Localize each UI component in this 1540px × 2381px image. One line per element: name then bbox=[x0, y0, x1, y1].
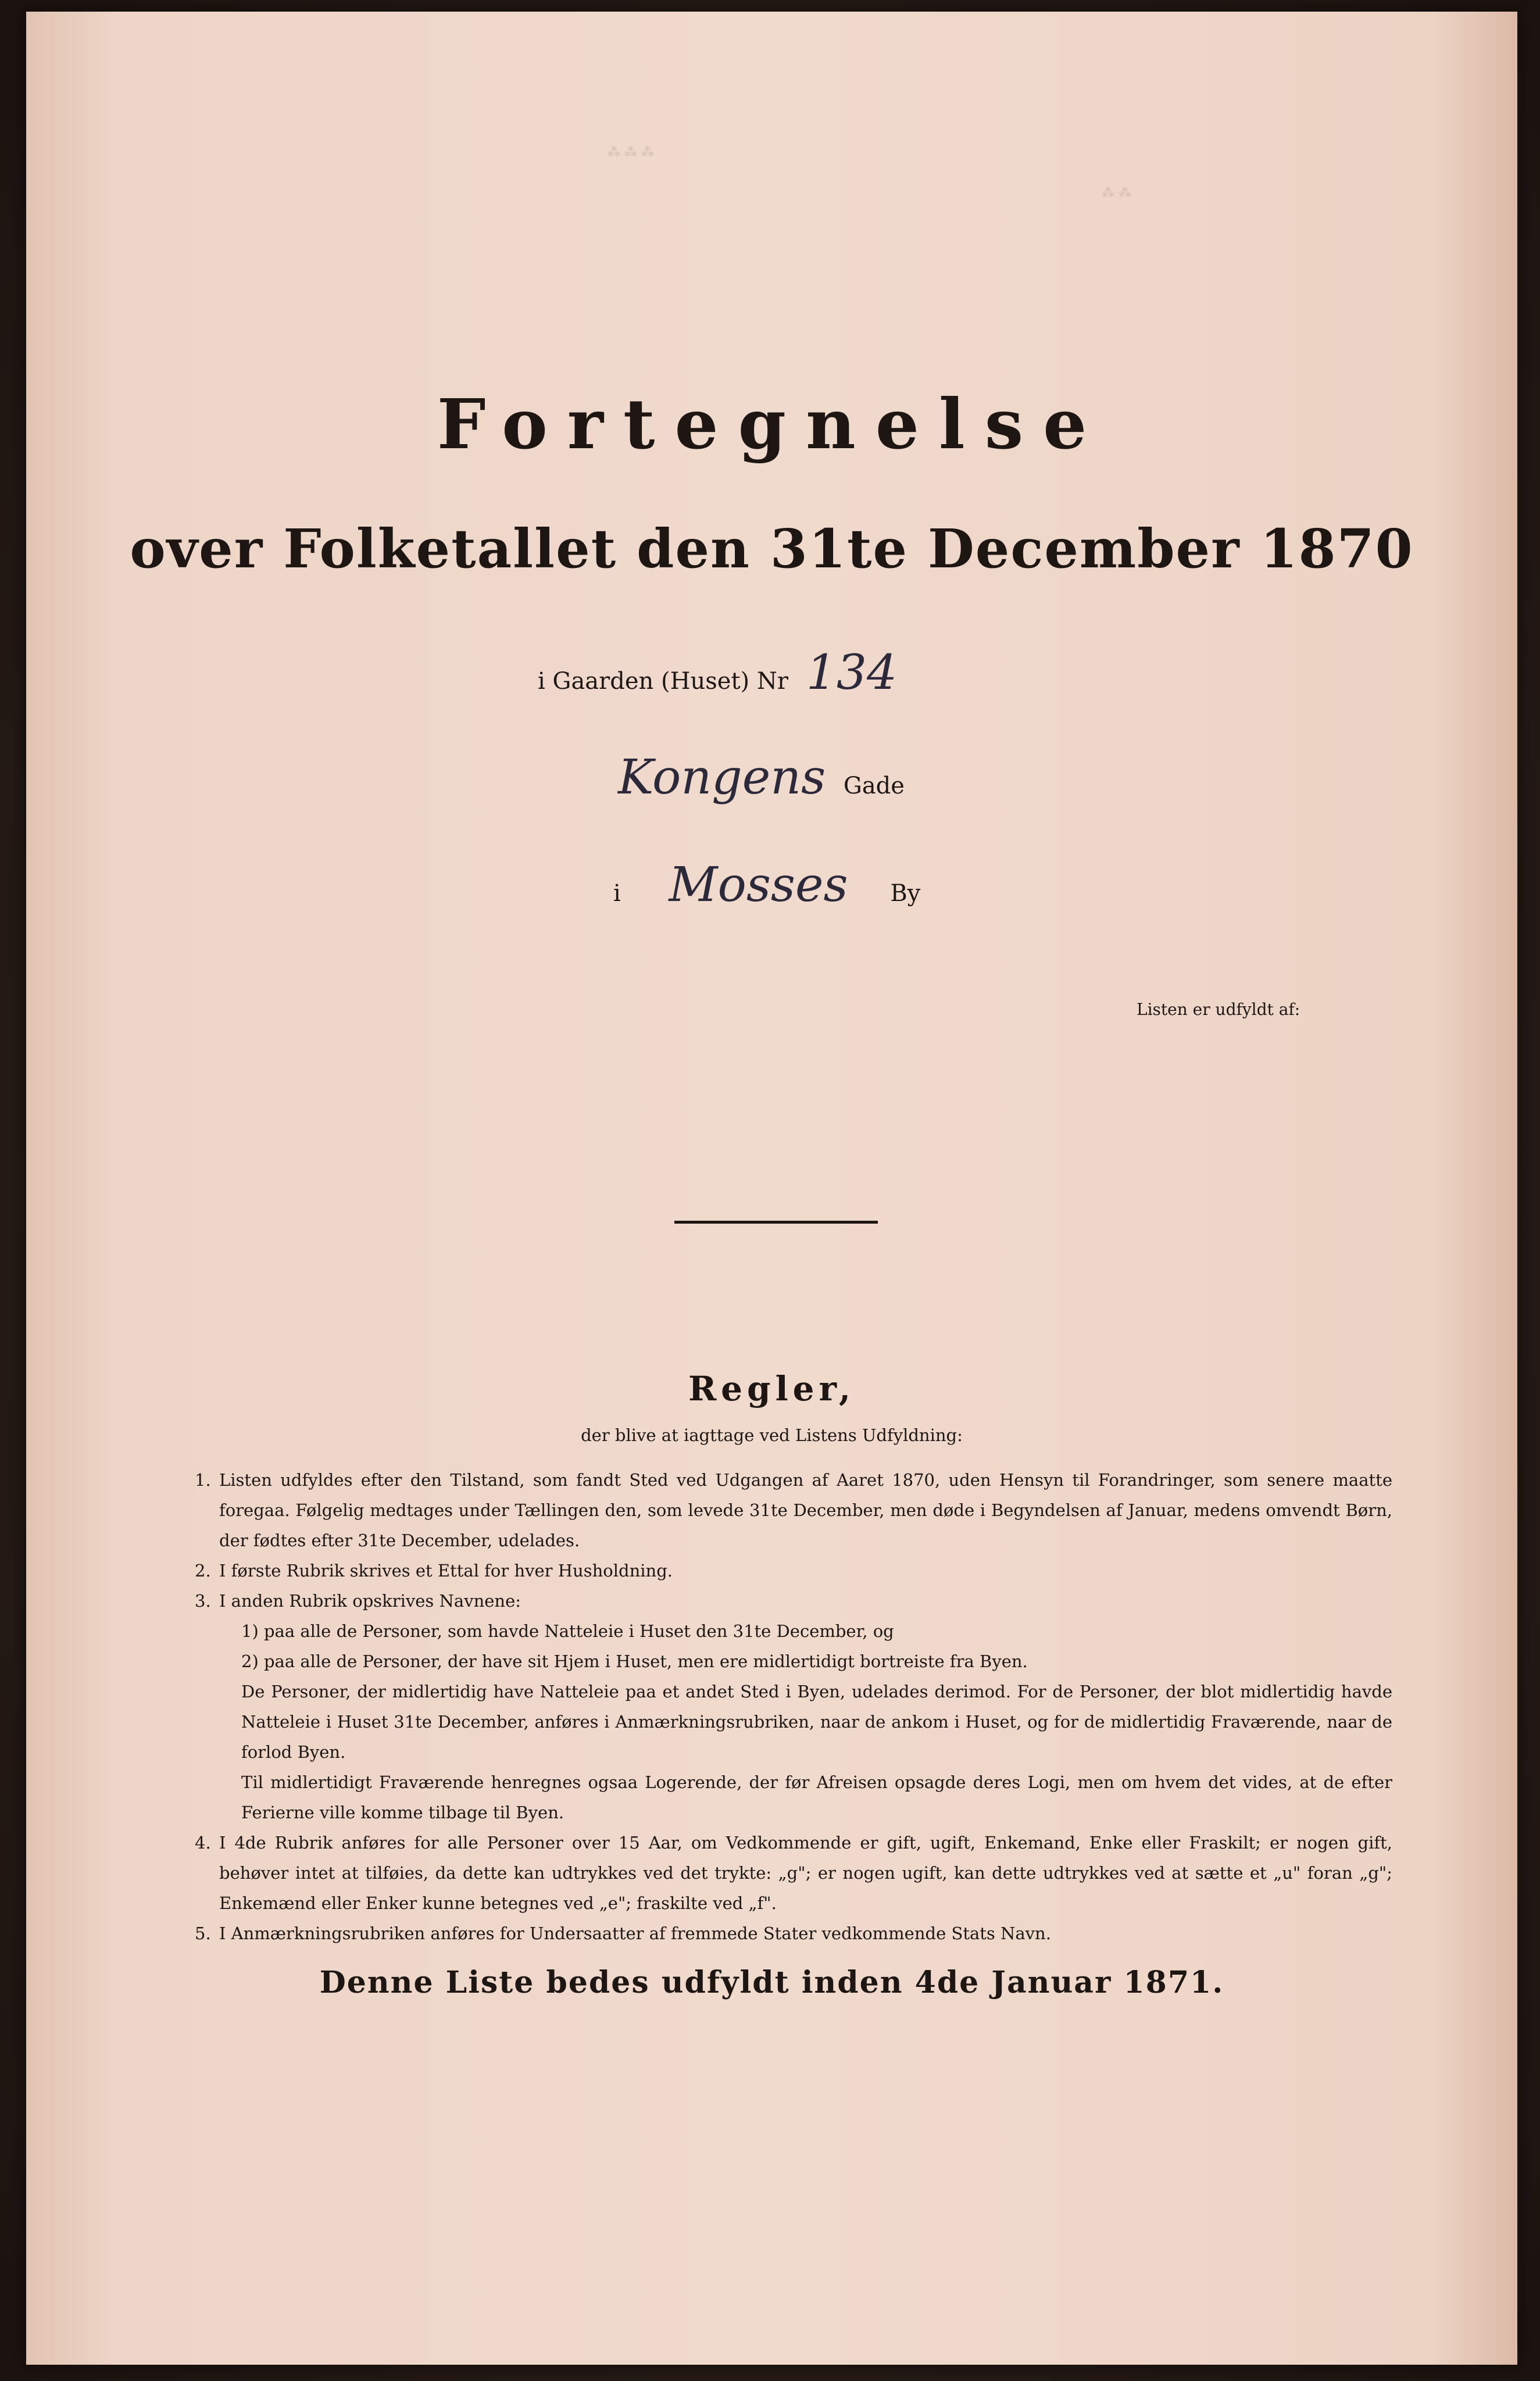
rule-item bbox=[195, 1465, 1392, 1556]
house-number-handwritten: 134 bbox=[806, 645, 898, 700]
bleed-through-text: ⁂ ⁂ bbox=[1102, 186, 1131, 201]
house-number-label: Nr bbox=[756, 668, 796, 695]
street-label: Gade bbox=[843, 773, 905, 799]
rule-subitem bbox=[195, 1616, 1392, 1646]
rule-paragraph bbox=[195, 1767, 1392, 1828]
rule-item bbox=[195, 1828, 1392, 1918]
rules-list bbox=[195, 1465, 1392, 1949]
section-divider bbox=[674, 1221, 878, 1224]
house-prefix: i Gaarden (Huset) bbox=[538, 668, 757, 695]
city-prefix: i bbox=[613, 880, 621, 907]
rule-text: I første Rubrik skrives et Ettal for hver Husholdning. bbox=[219, 1561, 673, 1581]
rule-item bbox=[195, 1556, 1392, 1586]
city-line bbox=[613, 857, 920, 913]
rule-subitem bbox=[195, 1646, 1392, 1676]
street-handwritten: Kongens bbox=[618, 750, 826, 805]
rule-text: 2) paa alle de Personer, der have sit Hjem i Huset, men ere midlertidigt bortreiste fra Byen. bbox=[241, 1651, 1028, 1671]
rule-number: 4. bbox=[195, 1833, 211, 1853]
deadline-footer: Denne Liste bedes udfyldt inden 4de Januar 1871. bbox=[319, 1965, 1224, 2000]
filled-by-label: Listen er udfyldt af: bbox=[1137, 1000, 1300, 1019]
rule-number: 5. bbox=[195, 1924, 211, 1943]
rule-text: Listen udfyldes efter den Tilstand, som fandt Sted ved Udgangen af Aaret 1870, uden Hensyn til Forandringer, som senere maatte foregaa. Følgelig medtages under Tællingen den, som levede 31te December, men døde i Begyndelsen af Januar, medens omvendt Børn, der fødtes efter 31te December, udelades. bbox=[219, 1470, 1392, 1550]
city-handwritten: Mosses bbox=[669, 857, 848, 913]
rule-text: I anden Rubrik opskrives Navnene: bbox=[219, 1591, 521, 1611]
rule-paragraph bbox=[195, 1676, 1392, 1767]
census-form-page bbox=[26, 12, 1517, 2365]
city-label: By bbox=[890, 880, 921, 907]
rule-item bbox=[195, 1918, 1392, 1949]
rule-text: 1) paa alle de Personer, som havde Natteleie i Huset den 31te December, og bbox=[241, 1621, 894, 1641]
form-title: Fortegnelse bbox=[437, 384, 1107, 464]
rule-text: I 4de Rubrik anføres for alle Personer over 15 Aar, om Vedkommende er gift, ugift, Enkemand, Enke eller Fraskilt; er nogen gift, behøver intet at tilføies, da dette kan udtrykkes ved det trykte: „g"; er nogen ugift, kan dette udtrykkes ved at sætte et „u" foran „g"; Enkemænd eller Enker kunne betegnes ved „e"; fraskilte ved „f". bbox=[219, 1833, 1392, 1913]
rules-subheading: der blive at iagttage ved Listens Udfyldning: bbox=[581, 1425, 963, 1445]
form-subtitle: over Folketallet den 31te December 1870 bbox=[130, 517, 1414, 580]
rule-text: Til midlertidigt Fraværende henregnes ogsaa Logerende, der før Afreisen opsagde deres Logi, men om hvem det vides, at de efter Ferierne ville komme tilbage til Byen. bbox=[241, 1772, 1392, 1822]
bleed-through-text: ⁂ ⁂ ⁂ bbox=[608, 145, 654, 160]
rules-heading: Regler, bbox=[688, 1369, 856, 1408]
rule-number: 1. bbox=[195, 1470, 211, 1490]
street-line bbox=[608, 750, 905, 805]
rule-number: 2. bbox=[195, 1561, 211, 1581]
rule-item bbox=[195, 1586, 1392, 1616]
rule-text: I Anmærkningsrubriken anføres for Undersaatter af fremmede Stater vedkommende Stats Navn. bbox=[219, 1924, 1051, 1943]
house-number-line bbox=[538, 645, 907, 700]
rule-text: De Personer, der midlertidig have Natteleie paa et andet Sted i Byen, udelades derimod. For de Personer, der blot midlertidig havde Natteleie i Huset 31te December, anføres i Anmærkningsrubriken, naar de ankom i Huset, og for de midlertidig Fraværende, naar de forlod Byen. bbox=[241, 1682, 1392, 1762]
rule-number: 3. bbox=[195, 1591, 211, 1611]
